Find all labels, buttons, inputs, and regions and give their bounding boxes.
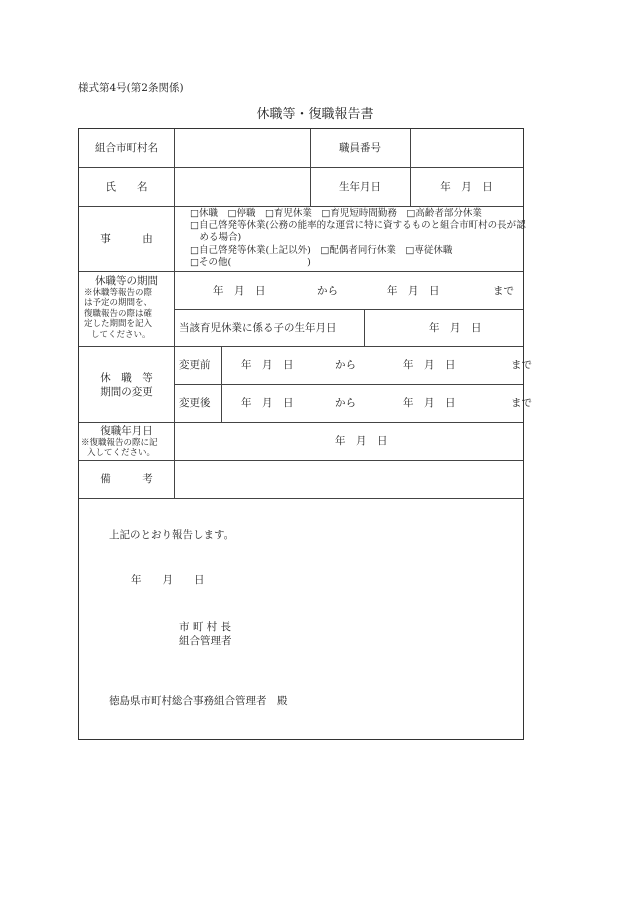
remarks-label: 備 考 xyxy=(100,473,153,485)
reason-option-line: める場合) xyxy=(190,232,242,243)
name-field[interactable] xyxy=(175,171,309,203)
before-change-from-date[interactable]: 年 月 日 xyxy=(241,359,294,371)
staff-number-field[interactable] xyxy=(411,133,521,163)
after-change-until-text: まで xyxy=(511,397,532,409)
form-number: 様式第4号(第2条関係) xyxy=(78,82,184,94)
leave-period-note: 復職報告の際は確 xyxy=(84,309,153,319)
remarks-field[interactable] xyxy=(176,463,520,495)
before-change-until-text: まで xyxy=(511,359,532,371)
union-municipality-label: 組合市町村名 xyxy=(95,142,158,154)
return-date-value[interactable]: 年 月 日 xyxy=(335,435,388,447)
period-from-text: から xyxy=(317,285,338,297)
reporter-title: 市 町 村 長 xyxy=(179,621,232,633)
birth-date-value[interactable]: 年 月 日 xyxy=(440,181,493,193)
document-title: 休職等・復職報告書 xyxy=(256,107,374,122)
reason-option-line[interactable]: □自己啓発等休業(公務の能率的な運営に特に資するものと組合市町村の長が認 xyxy=(190,220,526,231)
after-change-to-date[interactable]: 年 月 日 xyxy=(403,397,456,409)
name-label: 氏 名 xyxy=(105,181,148,193)
leave-period-note: は予定の期間を、 xyxy=(84,298,153,308)
leave-period-label: 休職等の期間 xyxy=(95,275,158,287)
period-change-label: 期間の変更 xyxy=(100,386,153,398)
birth-date-label: 生年月日 xyxy=(339,181,381,193)
reason-option-line[interactable]: □自己啓発等休業(上記以外) □配偶者同行休業 □専従休職 xyxy=(190,245,453,256)
leave-period-note: ※休職等報告の際 xyxy=(84,288,153,298)
before-change-label: 変更前 xyxy=(179,359,211,371)
staff-number-label: 職員番号 xyxy=(339,142,381,154)
addressee: 徳島県市町村総合事務組合管理者 殿 xyxy=(109,695,288,707)
return-date-note: 入してください。 xyxy=(87,448,156,458)
reason-option-line[interactable]: □その他( ) xyxy=(190,257,311,268)
period-from-date[interactable]: 年 月 日 xyxy=(213,285,266,297)
declaration-text: 上記のとおり報告します。 xyxy=(109,529,235,541)
period-change-label: 休 職 等 xyxy=(100,372,153,384)
reporter-title: 組合管理者 xyxy=(179,635,232,647)
after-change-label: 変更後 xyxy=(179,397,211,409)
union-municipality-field[interactable] xyxy=(175,133,309,163)
after-change-from-text: から xyxy=(335,397,356,409)
period-until-text: まで xyxy=(493,285,514,297)
child-birth-date-value[interactable]: 年 月 日 xyxy=(429,322,482,334)
reason-label: 事 由 xyxy=(100,233,153,245)
leave-period-note: してください。 xyxy=(91,330,151,340)
before-change-to-date[interactable]: 年 月 日 xyxy=(403,359,456,371)
child-birth-date-label: 当該育児休業に係る子の生年月日 xyxy=(179,322,337,334)
leave-period-note: 定した期間を記入 xyxy=(84,319,153,329)
period-to-date[interactable]: 年 月 日 xyxy=(387,285,440,297)
after-change-from-date[interactable]: 年 月 日 xyxy=(241,397,294,409)
return-date-label: 復職年月日 xyxy=(100,425,153,437)
return-date-note: ※復職報告の際に記 xyxy=(81,438,158,448)
report-form-table xyxy=(78,128,532,740)
before-change-from-text: から xyxy=(335,359,356,371)
declaration-date[interactable]: 年 月 日 xyxy=(131,574,205,586)
reason-option-line[interactable]: □休職 □停職 □育児休業 □育児短時間勤務 □高齢者部分休業 xyxy=(190,208,482,219)
